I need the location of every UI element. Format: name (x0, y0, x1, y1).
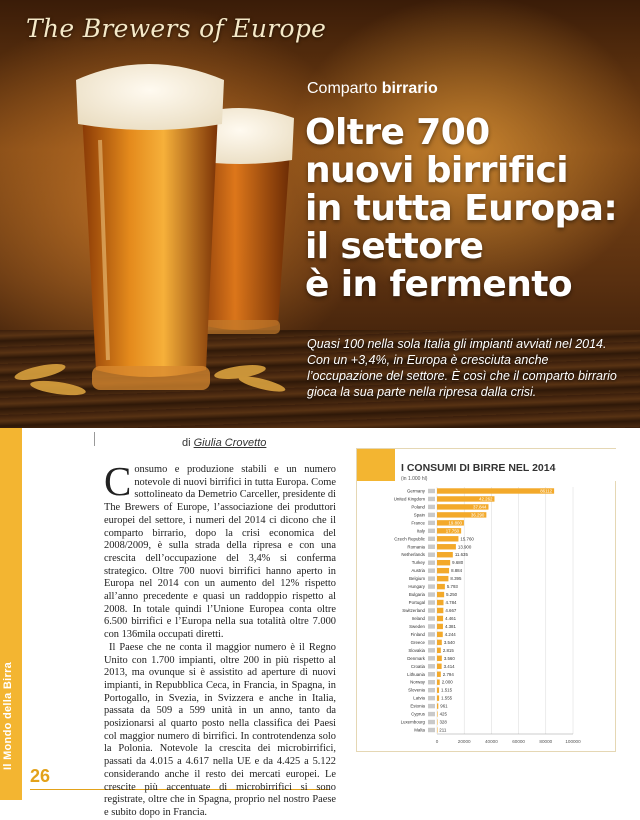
data-label: 1.555 (441, 695, 453, 701)
category-label: Bulgaria (408, 592, 425, 598)
data-label: 4.244 (444, 631, 456, 637)
kicker-plain: Comparto (307, 80, 382, 97)
byline (182, 437, 266, 449)
country-flag-icon (428, 489, 435, 493)
country-flag-icon (428, 592, 435, 596)
country-flag-icon (428, 584, 435, 588)
category-label: Slovakia (408, 647, 425, 653)
category-label: Poland (411, 504, 425, 510)
bar (437, 695, 439, 700)
data-label: 9.680 (452, 560, 464, 566)
category-label: United Kingdom (393, 496, 425, 502)
data-label: 37.844 (473, 504, 487, 510)
country-flag-icon (428, 576, 435, 580)
paragraph (104, 642, 336, 820)
country-flag-icon (428, 704, 435, 708)
bar (437, 727, 438, 732)
data-label: 3.414 (443, 663, 455, 669)
dropcap: C (104, 458, 132, 504)
country-flag-icon (428, 712, 435, 716)
category-label: Germany (406, 488, 425, 494)
category-label: Malta (414, 727, 425, 733)
magazine-name: Il Mondo della Birra (2, 661, 14, 770)
chart-title: I CONSUMI DI BIRRE NEL 2014 (401, 462, 556, 474)
bar (437, 552, 453, 557)
data-label: 2.000 (441, 679, 453, 685)
data-label: 4.667 (445, 608, 457, 614)
category-label: Norway (410, 679, 425, 685)
country-flag-icon (428, 672, 435, 676)
country-flag-icon (428, 560, 435, 564)
country-flag-icon (428, 664, 435, 668)
category-label: Croatia (410, 663, 425, 669)
headline-line: nuovi birrifici (305, 150, 568, 191)
category-label: Czech Republic (394, 536, 425, 542)
country-flag-icon (428, 505, 435, 509)
x-tick-label: 0 (435, 739, 439, 744)
x-tick-label: 80000 (539, 739, 553, 744)
country-flag-icon (428, 568, 435, 572)
kicker-bold: birrario (381, 80, 438, 97)
data-label: 5.793 (446, 584, 458, 590)
data-label: 4.461 (445, 615, 457, 621)
bar (437, 680, 440, 685)
country-flag-icon (428, 680, 435, 684)
data-label: 211 (439, 727, 447, 733)
country-flag-icon (428, 608, 435, 612)
country-flag-icon (428, 648, 435, 652)
country-flag-icon (428, 521, 435, 525)
data-label: 13.900 (457, 544, 472, 550)
data-label: 3.560 (443, 655, 455, 661)
data-label: 5.250 (446, 592, 458, 598)
country-flag-icon (428, 553, 435, 557)
bar (437, 719, 438, 724)
data-label: 2.794 (442, 671, 454, 677)
country-flag-icon (428, 513, 435, 517)
category-label: Portugal (408, 600, 425, 606)
data-label: 8.395 (450, 576, 462, 582)
standfirst: Quasi 100 nella sola Italia gli impianti avviati nel 2014. Con un +3,4%, in Europa è cresciuta anche l’occupazione del settore. È così che il comparto birrario gioca la sua parte nella ripresa dalla crisi. (307, 337, 617, 399)
data-label: 19.800 (448, 520, 462, 526)
category-label: Austria (411, 568, 425, 574)
paragraph (104, 458, 336, 642)
beer-consumption-chart (356, 448, 616, 752)
category-label: Netherlands (401, 552, 425, 558)
data-label: 17.750 (445, 528, 460, 534)
chart-header-accent (357, 449, 395, 481)
category-label: Spain (413, 512, 425, 518)
x-tick-label: 60000 (512, 739, 525, 744)
country-flag-icon (428, 688, 435, 692)
category-label: Turkey (411, 560, 425, 566)
section-kicker (307, 80, 438, 98)
category-label: Hungary (408, 584, 425, 590)
bar (437, 672, 441, 677)
bar (437, 592, 444, 597)
country-flag-icon (428, 545, 435, 549)
column-divider (94, 432, 95, 446)
article-body (104, 458, 336, 820)
category-label: Ireland (411, 615, 425, 621)
bar (437, 560, 450, 565)
chart-subtitle: (in 1.000 hl) (401, 476, 428, 482)
data-label: 4.381 (444, 623, 456, 629)
category-label: Slovenia (408, 687, 425, 693)
bar (437, 616, 443, 621)
x-tick-label: 40000 (485, 739, 498, 744)
category-label: Switzerland (402, 608, 425, 614)
data-label: 86112 (540, 488, 553, 494)
category-label: Luxembourg (400, 719, 425, 725)
bar (437, 711, 438, 716)
data-label: 1.515 (441, 687, 453, 693)
paragraph-text: onsumo e produzione stabili e un numero notevole di nuovi birrifici in tutta Europa. Come sottolineato da Demetrio Carceller, presidente di The Brewers of Europe, l’associazione dei produttori europei del settore, i numeri del 2014 ci dicono che il comparto birrario, dopo la crisi economica del 2008/2009, è sulla strada della ripresa e con una crescita dell’occupazione del 3,4% si conferma strategico. Oltre 700 nuovi birrifici hanno aperto in Europa nel 2014 con un aumento del 12% rispetto all’anno precedente e quasi un raddoppio rispetto al 2008. In totale quindi l’Unione Europea conta oltre 6.500 birrifici e l’Europa nella sua totalità oltre 7.000 con 136mila occupati diretti. (104, 464, 336, 641)
page-number: 26 (30, 766, 51, 786)
category-label: Romania (407, 544, 425, 550)
category-label: Cyprus (411, 711, 425, 717)
category-label: Latvia (413, 695, 425, 701)
country-flag-icon (428, 728, 435, 732)
category-label: France (411, 520, 425, 526)
data-label: 36.290 (470, 512, 485, 518)
bar (437, 664, 442, 669)
country-flag-icon (428, 640, 435, 644)
bar (437, 488, 554, 493)
data-label: 11.635 (454, 552, 468, 558)
category-label: Denmark (407, 655, 425, 661)
headline (305, 114, 635, 304)
country-flag-icon (428, 537, 435, 541)
bar (437, 544, 456, 549)
country-flag-icon (428, 656, 435, 660)
byline-prefix: di (182, 437, 194, 449)
paragraph-text: Il Paese che ne conta il maggior numero è il Regno Unito con 1.700 impianti, oltre 200 in più rispetto al 2013, ma ovunque si è assistito ad aperture di nuovi impianti, in Repubblica Ceca, in Francia, in Spagna, in Portogallo, in Svezia, in Svizzera e anche in Italia, passata da 509 a 599 unità in un anno, tanto da posizionarsi al quarto posto nella classifica dei Paesi col maggior numero di birrifici. In controtendenza solo la Polonia. Notevole la crescita dei microbirrifici, passati da 4.015 a 4.617 nella UE e da 4.425 a 5.122 considerando anche il resto dei mercati europei. Le crescite più accentuate di microbirrifici si sono registrate, oltre che in Spagna, proprio nel nostro Paese e subito dopo in Francia. (104, 641, 336, 818)
x-tick-label: 100000 (565, 739, 581, 744)
data-label: 3.540 (443, 639, 455, 645)
data-label: 4.784 (445, 600, 457, 606)
data-label: 15.760 (460, 536, 474, 542)
headline-line: il settore (305, 226, 484, 267)
headline-line: Oltre 700 (305, 112, 490, 153)
x-tick-label: 20000 (457, 739, 471, 744)
country-flag-icon (428, 624, 435, 628)
headline-line: in tutta Europa: (305, 188, 618, 229)
bar (437, 687, 439, 692)
bar (437, 632, 443, 637)
bar (437, 536, 458, 541)
country-flag-icon (428, 632, 435, 636)
bar (437, 624, 443, 629)
data-label: 961 (440, 703, 448, 709)
data-label: 42.262 (479, 496, 493, 502)
headline-line: è in fermento (305, 264, 572, 305)
data-label: 8.884 (451, 568, 463, 574)
bar (437, 584, 445, 589)
category-label: Lithuania (407, 671, 425, 677)
category-label: Belgium (409, 576, 425, 582)
bar (437, 608, 443, 613)
bar (437, 600, 444, 605)
chart-canvas (357, 449, 617, 753)
data-label: 425 (439, 711, 447, 717)
country-flag-icon (428, 616, 435, 620)
country-flag-icon (428, 720, 435, 724)
bar (437, 648, 441, 653)
category-label: Sweden (409, 623, 425, 629)
category-label: Finland (410, 631, 425, 637)
bar (437, 656, 442, 661)
data-label: 2.815 (442, 647, 454, 653)
bar (437, 640, 442, 645)
category-label: Estonia (410, 703, 425, 709)
series-title: The Brewers of Europe (26, 14, 327, 43)
country-flag-icon (428, 497, 435, 501)
data-label: 328 (439, 719, 447, 725)
country-flag-icon (428, 529, 435, 533)
author-name: Giulia Crovetto (193, 437, 267, 449)
bar (437, 703, 438, 708)
country-flag-icon (428, 696, 435, 700)
bar (437, 576, 448, 581)
category-label: Italy (416, 528, 425, 534)
country-flag-icon (428, 600, 435, 604)
category-label: Greece (410, 639, 425, 645)
bar (437, 568, 449, 573)
